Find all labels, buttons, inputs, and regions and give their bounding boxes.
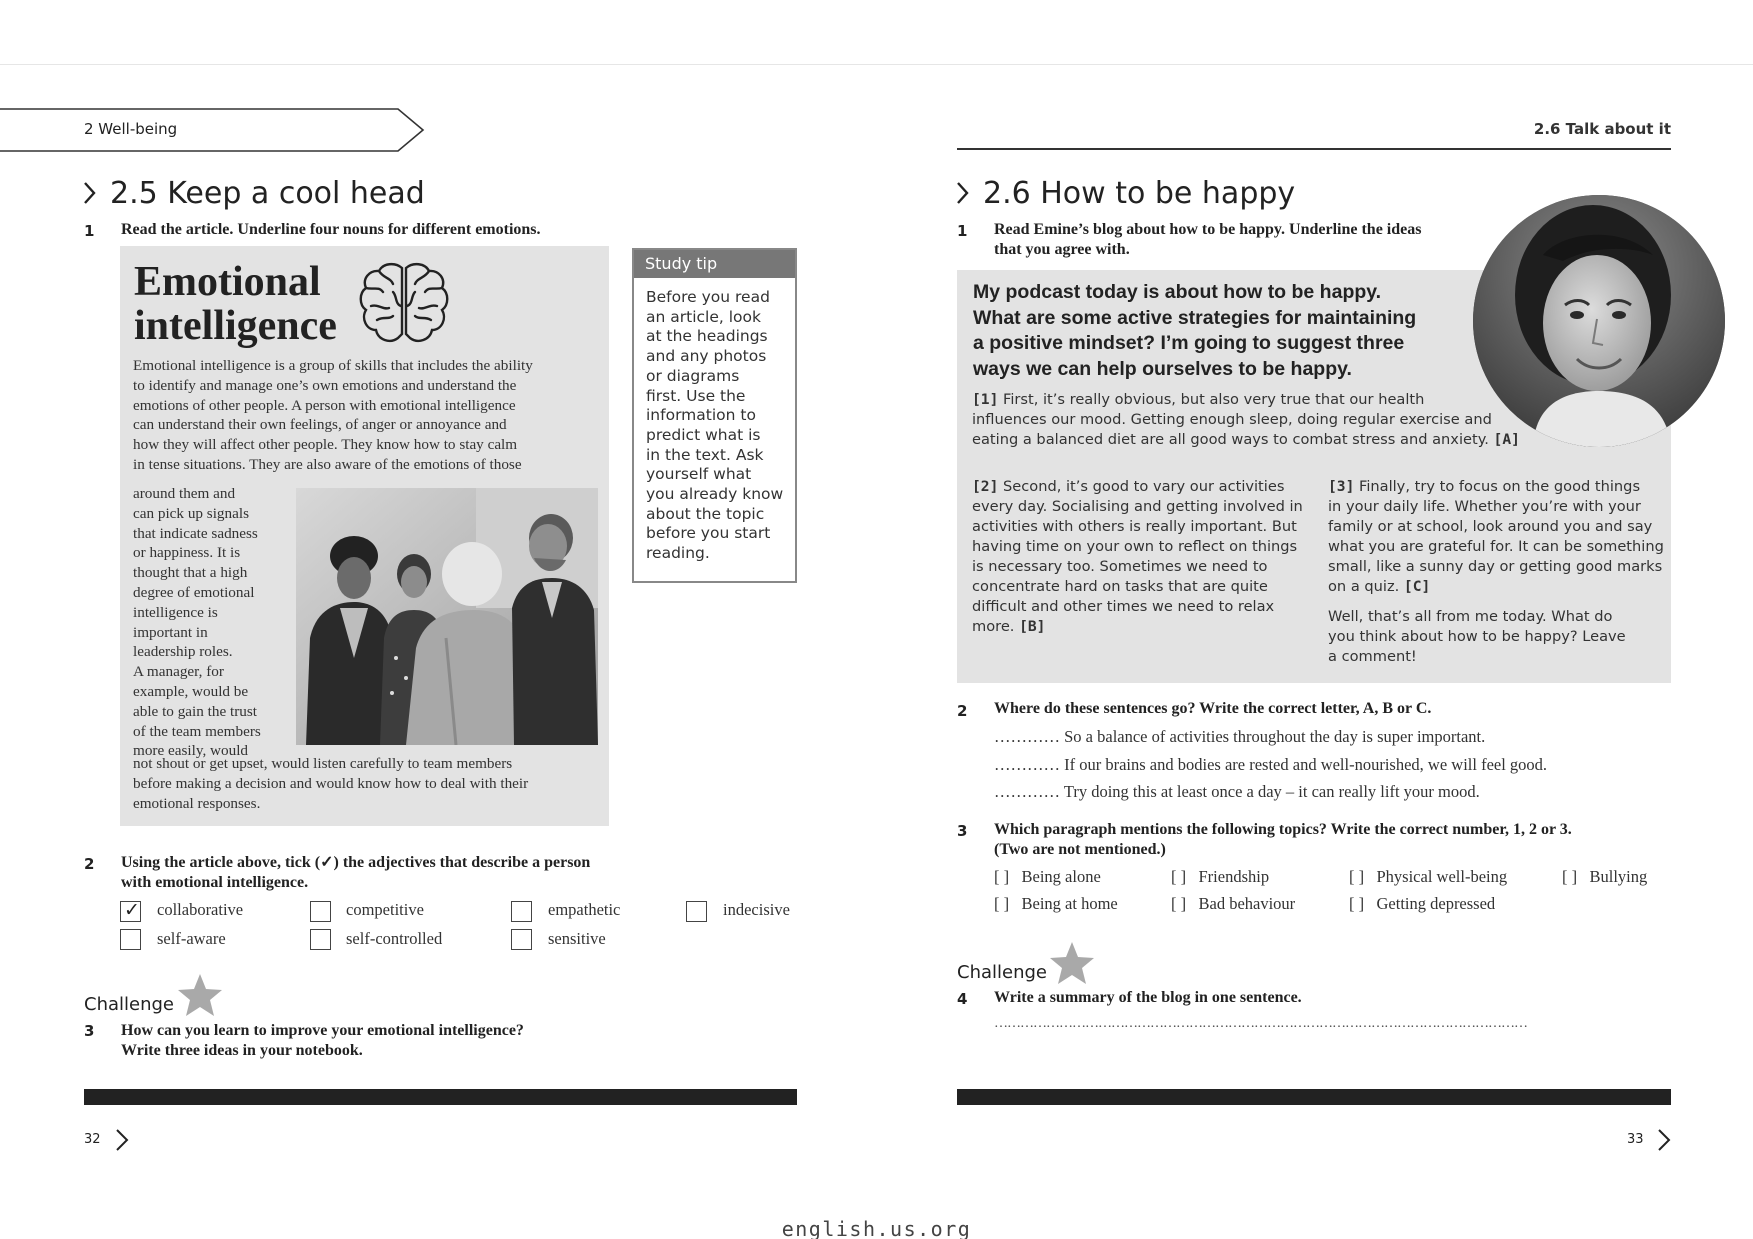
answer-bracket[interactable]: [ ]	[1171, 894, 1187, 913]
article-line: around them and	[133, 485, 236, 502]
question-number: 2	[957, 702, 968, 720]
answer-blank[interactable]: …………	[994, 782, 1060, 801]
article-panel	[120, 246, 609, 826]
study-tip-line: at the headings	[646, 327, 768, 346]
chevron-right-icon	[115, 1128, 129, 1152]
article-body-bottom	[133, 754, 603, 813]
question-1-text: Read the article. Underline four nouns for different emotions.	[121, 221, 541, 238]
blog-line: Finally, try to focus on the good things	[1354, 478, 1641, 495]
gap-tag-b: [B]	[1019, 618, 1046, 635]
sentence-2	[994, 755, 1547, 775]
answer-bracket[interactable]: [ ]	[994, 894, 1010, 913]
option-label: sensitive	[548, 929, 606, 948]
blog-line: a comment!	[1328, 648, 1417, 665]
section-title-2-6	[957, 176, 1295, 211]
paragraph-marker: [3]	[1328, 478, 1355, 495]
study-tip-line: predict what is	[646, 425, 761, 444]
study-tip-box	[632, 248, 797, 583]
article-body-top	[133, 356, 603, 475]
answer-bracket[interactable]: [ ]	[1171, 867, 1187, 886]
checkbox-indecisive[interactable]	[686, 901, 707, 922]
option-label: self-aware	[157, 929, 226, 948]
sentence-1	[994, 727, 1485, 747]
study-tip-line: Before you read	[646, 288, 770, 306]
question-2-text	[121, 853, 590, 893]
blog-line: Second, it’s good to vary our activities	[998, 478, 1285, 495]
study-tip-line: before you start	[646, 524, 771, 543]
article-line: emotions of other people. A person with emotional intelligence	[133, 396, 516, 414]
blog-line: on a quiz.	[1328, 578, 1404, 595]
chevron-right-icon	[84, 182, 96, 204]
question-2-line-2: with emotional intelligence.	[121, 874, 309, 891]
challenge-3-line-1: How can you learn to improve your emotional intelligence?	[121, 1022, 524, 1039]
chevron-right-icon	[957, 182, 969, 204]
topic-item	[994, 894, 1118, 914]
answer-bracket[interactable]: [ ]	[994, 867, 1010, 886]
blog-line: is necessary too. Sometimes we need to	[972, 558, 1268, 575]
article-title-line-1: Emotional	[134, 259, 321, 305]
topic-label: Bad behaviour	[1198, 894, 1296, 913]
question-1-line-1: Read Emine’s blog about how to be happy. Underline the ideas	[994, 221, 1422, 238]
blog-line: what you are grateful for. It can be something	[1328, 538, 1664, 555]
topic-item	[1349, 867, 1507, 887]
sentence-text: So a balance of activities throughout the day is super important.	[1064, 727, 1486, 746]
paragraph-marker: [2]	[972, 478, 999, 495]
challenge-3-line-2: Write three ideas in your notebook.	[121, 1042, 363, 1059]
chapter-tab	[0, 108, 425, 152]
blog-line: First, it’s really obvious, but also very true that our health	[998, 391, 1425, 408]
answer-bracket[interactable]: [ ]	[1562, 867, 1578, 886]
article-line: A manager, for	[133, 663, 224, 681]
answer-bracket[interactable]: [ ]	[1349, 867, 1365, 886]
blog-line: Well, that’s all from me today. What do	[1328, 608, 1613, 625]
check-mark-icon: ✓	[124, 899, 140, 921]
study-tip-line: you already know	[646, 485, 784, 504]
checkbox-self-controlled[interactable]	[310, 929, 331, 950]
blog-line: every day. Socialising and getting involved in	[972, 498, 1303, 515]
paragraph-marker: [1]	[972, 391, 999, 408]
site-watermark: english.us.org	[781, 1217, 972, 1239]
checkbox-competitive[interactable]	[310, 901, 331, 922]
footer-bar-right	[957, 1089, 1671, 1105]
challenge-4-text: Write a summary of the blog in one sentence.	[994, 989, 1302, 1006]
article-line: thought that a high	[133, 564, 248, 582]
page-top-rule	[0, 64, 1753, 65]
question-1-text-right	[994, 220, 1421, 260]
blog-closing	[1328, 607, 1668, 667]
challenge-3-text	[121, 1021, 524, 1061]
topic-label: Being alone	[1021, 867, 1101, 886]
checkbox-sensitive[interactable]	[511, 929, 532, 950]
article-line: of the team members	[133, 722, 261, 740]
option-label: competitive	[346, 900, 424, 919]
chapter-label: 2 Well-being	[84, 120, 178, 138]
brain-icon	[357, 260, 451, 350]
topic-item	[1562, 867, 1647, 887]
challenge-label: Challenge	[84, 994, 174, 1015]
topic-item	[1349, 894, 1495, 914]
blog-heading-line: My podcast today is about how to be happy.	[973, 281, 1382, 303]
blog-heading-line: a positive mindset? I’m going to suggest three	[973, 332, 1405, 354]
team-photo-illustration	[296, 488, 598, 745]
article-line: can pick up signals	[133, 504, 249, 522]
blogger-portrait	[1473, 195, 1725, 447]
topic-label: Being at home	[1021, 894, 1118, 913]
article-line: that indicate sadness	[133, 524, 258, 542]
study-tip-heading: Study tip	[634, 250, 795, 278]
study-tip-body	[634, 278, 795, 564]
header-rule-right	[957, 148, 1671, 150]
checkbox-collaborative[interactable]	[120, 901, 141, 922]
footer-bar-left	[84, 1089, 797, 1105]
checkbox-empathetic[interactable]	[511, 901, 532, 922]
article-line: able to gain the trust	[133, 702, 257, 720]
question-2-line-1: Using the article above, tick (✓) the adjectives that describe a person	[121, 854, 591, 871]
option-label: collaborative	[157, 900, 244, 919]
section-title-text: 2.6 How to be happy	[983, 176, 1296, 211]
article-body-wrap	[133, 484, 283, 761]
team-photo	[296, 488, 598, 745]
study-tip-line: and any photos	[646, 347, 767, 366]
page-number-right: 33	[1627, 1132, 1644, 1147]
blog-paragraph-2	[972, 477, 1317, 637]
section-running-head: 2.6 Talk about it	[1533, 120, 1671, 138]
blog-heading	[973, 280, 1443, 382]
sentence-3	[994, 782, 1480, 802]
blog-line: in your daily life. Whether you’re with your	[1328, 498, 1641, 515]
article-line: how they will affect other people. They know how to stay calm	[133, 436, 518, 454]
topic-label: Friendship	[1198, 867, 1270, 886]
blog-line: eating a balanced diet are all good ways to combat stress and anxiety.	[972, 431, 1494, 448]
article-line: can understand their own feelings, of anger or annoyance and	[133, 416, 507, 434]
blog-line: influences our mood. Getting enough sleep, doing regular exercise and	[972, 411, 1492, 428]
article-line: emotional responses.	[133, 794, 261, 812]
study-tip-line: information to	[646, 406, 756, 425]
section-title-2-5	[84, 176, 425, 211]
question-3-text	[994, 820, 1572, 860]
question-number: 1	[957, 222, 968, 240]
answer-line[interactable]: ……………………………………………………………………………………………………………	[994, 1016, 1527, 1031]
option-label: indecisive	[723, 900, 790, 919]
study-tip-line: or diagrams	[646, 366, 740, 385]
topic-label: Bullying	[1589, 867, 1648, 886]
blog-paragraph-1	[972, 390, 1532, 450]
blog-line: having time on your own to reflect on things	[972, 538, 1298, 555]
blog-heading-line: ways we can help ourselves to be happy.	[973, 357, 1352, 380]
option-label: empathetic	[548, 900, 621, 919]
answer-bracket[interactable]: [ ]	[1349, 894, 1365, 913]
chapter-tab-shape	[0, 108, 425, 152]
study-tip-line: in the text. Ask	[646, 445, 764, 464]
question-number: 2	[84, 855, 95, 873]
article-line: intelligence is	[133, 603, 218, 621]
blog-line: small, like a sunny day or getting good marks	[1328, 558, 1663, 575]
study-tip-line: an article, look	[646, 307, 761, 326]
blog-paragraph-3	[1328, 477, 1668, 597]
answer-blank[interactable]: …………	[994, 727, 1060, 746]
question-1-line-2: that you agree with.	[994, 241, 1130, 258]
blog-line: activities with others is really important. But	[972, 518, 1297, 535]
portrait-illustration	[1473, 195, 1725, 447]
question-number: 4	[957, 990, 968, 1008]
study-tip-line: yourself what	[646, 465, 752, 484]
option-label: self-controlled	[346, 929, 443, 948]
page-number-left: 32	[84, 1132, 101, 1147]
article-line: or happiness. It is	[133, 544, 241, 562]
study-tip-line: about the topic	[646, 504, 765, 523]
article-line: Emotional intelligence is a group of skills that includes the ability	[133, 357, 533, 374]
answer-blank[interactable]: …………	[994, 755, 1060, 774]
checkbox-self-aware[interactable]	[120, 929, 141, 950]
article-line: before making a decision and would know how to deal with their	[133, 774, 529, 792]
article-line: example, would be	[133, 682, 249, 700]
topic-item	[1171, 894, 1295, 914]
question-3-line-1: Which paragraph mentions the following topics? Write the correct number, 1, 2 or 3.	[994, 821, 1572, 838]
article-line: in tense situations. They are also aware of the emotions of those	[133, 455, 522, 473]
question-number: 1	[84, 222, 95, 240]
article-line: important in	[133, 623, 208, 641]
article-line: to identify and manage one’s own emotions and understand the	[133, 376, 517, 394]
section-title-text: 2.5 Keep a cool head	[110, 176, 425, 211]
gap-tag-c: [C]	[1403, 578, 1431, 595]
challenge-label: Challenge	[957, 962, 1047, 983]
sentence-text: Try doing this at least once a day – it can really lift your mood.	[1063, 782, 1480, 801]
article-title	[134, 260, 337, 348]
blog-line: more.	[972, 618, 1020, 635]
question-number: 3	[957, 822, 968, 840]
topic-label: Getting depressed	[1376, 894, 1496, 913]
article-line: more easily, would	[133, 742, 249, 760]
gap-tag-a: [A]	[1493, 431, 1520, 448]
sentence-text: If our brains and bodies are rested and well-nourished, we will feel good.	[1064, 755, 1548, 774]
blog-line: you think about how to be happy? Leave	[1328, 628, 1626, 645]
article-line: leadership roles.	[133, 643, 233, 661]
article-line: not shout or get upset, would listen carefully to team members	[133, 755, 513, 772]
chevron-right-icon	[1657, 1128, 1671, 1152]
article-line: degree of emotional	[133, 583, 255, 601]
blog-line: difficult and other times we need to relax	[972, 598, 1275, 615]
question-number: 3	[84, 1022, 95, 1040]
question-3-line-2: (Two are not mentioned.)	[994, 841, 1166, 858]
question-2-text-right: Where do these sentences go? Write the correct letter, A, B or C.	[994, 700, 1432, 717]
blog-line: concentrate hard on tasks that are quite	[972, 578, 1268, 595]
topic-item	[994, 867, 1101, 887]
topic-item	[1171, 867, 1269, 887]
article-title-line-2: intelligence	[134, 303, 337, 349]
study-tip-line: first. Use the	[646, 386, 746, 405]
star-icon	[176, 972, 224, 1018]
study-tip-line: reading.	[646, 544, 710, 563]
topic-label: Physical well-being	[1376, 867, 1508, 886]
blog-heading-line: What are some active strategies for maintaining	[973, 306, 1417, 329]
star-icon	[1048, 940, 1096, 986]
blog-line: family or at school, look around you and say	[1328, 518, 1653, 535]
